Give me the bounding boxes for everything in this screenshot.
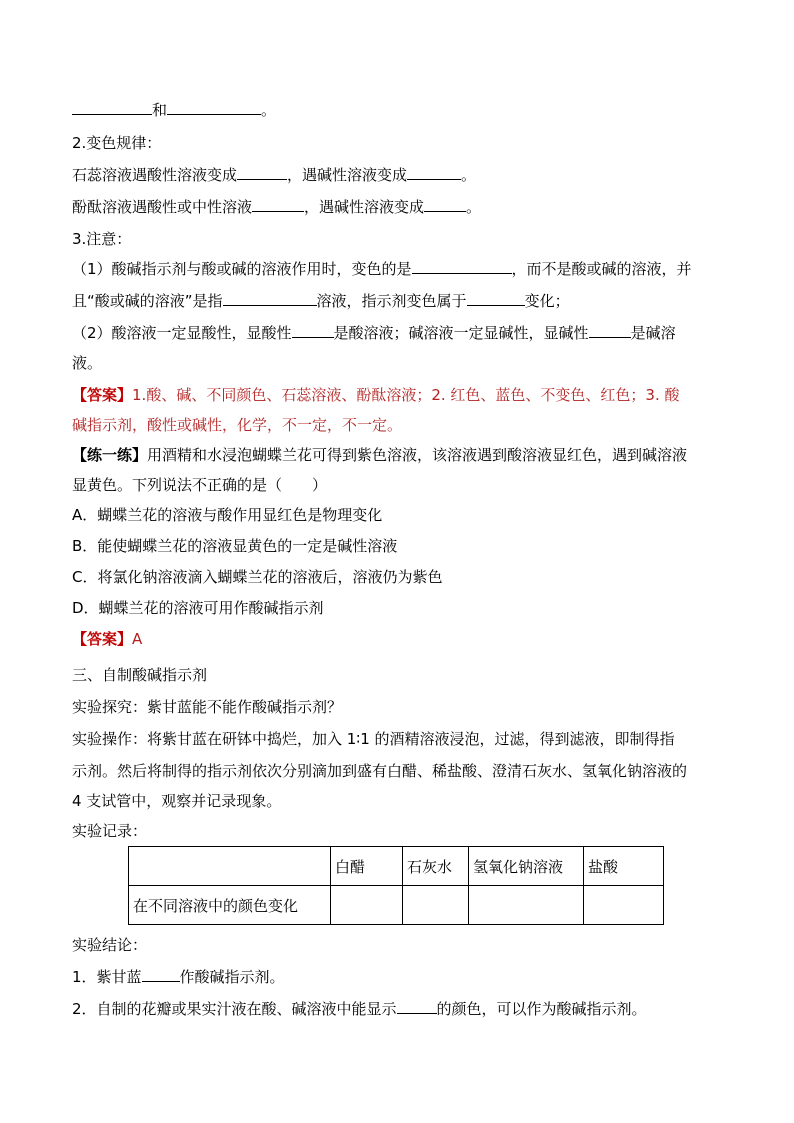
text: 2．自制的花瓣或果实汁液在酸、碱溶液中能显示 <box>72 1000 397 1018</box>
text: 是酸溶液；碱溶液一定显碱性，显碱性 <box>333 324 589 342</box>
table-row-label: 在不同溶液中的颜色变化 <box>129 886 331 925</box>
record-label: 实验记录： <box>72 822 148 840</box>
note1-line2 <box>72 290 570 312</box>
fill-blank[interactable] <box>167 99 261 115</box>
fill-blank[interactable] <box>237 164 287 180</box>
answer2 <box>72 628 142 650</box>
practice-label: 【练一练】 <box>72 446 148 464</box>
conclusion-2 <box>72 998 647 1020</box>
option-b: B．能使蝴蝶兰花的溶液显黄色的一定是碱性溶液 <box>72 537 398 555</box>
option-c: C．将氯化钠溶液滴入蝴蝶兰花的溶液后，溶液仍为紫色 <box>72 568 443 586</box>
text: 变化； <box>524 292 570 310</box>
answer-label: 【答案】 <box>72 630 133 648</box>
answer1-line1 <box>72 384 680 406</box>
table-cell[interactable] <box>403 886 469 925</box>
text: 。 <box>461 166 477 184</box>
text: （2）酸溶液一定显酸性，显酸性 <box>72 324 292 342</box>
text: 1．紫甘蓝 <box>72 968 142 986</box>
table-header-limewater: 石灰水 <box>403 847 469 886</box>
note2-line2: 液。 <box>72 354 103 372</box>
text: 溶液，指示剂变色属于 <box>316 292 467 310</box>
inquiry-line: 实验探究：紫甘蓝能不能作酸碱指示剂？ <box>72 698 343 716</box>
conclusion-1 <box>72 966 285 988</box>
text: （1）酸碱指示剂与酸或碱的溶液作用时，变色的是 <box>72 260 412 278</box>
answer1-line2: 碱指示剂，酸性或碱性，化学，不一定，不一定。 <box>72 416 403 434</box>
fill-blank[interactable] <box>397 998 437 1014</box>
rule-title: 2.变色规律： <box>72 134 162 152</box>
text: 和 <box>152 101 168 119</box>
table-cell[interactable] <box>469 886 584 925</box>
text: 作酸碱指示剂。 <box>179 968 285 986</box>
text: ，遇碱性溶液变成 <box>287 166 408 184</box>
operation-line3: 4 支试管中，观察并记录现象。 <box>72 792 282 810</box>
fill-blank[interactable] <box>467 290 525 306</box>
conclusion-label: 实验结论： <box>72 936 148 954</box>
text: 。 <box>466 198 482 216</box>
fill-blank[interactable] <box>407 164 461 180</box>
text: ，而不是酸或碱的溶液，并 <box>511 260 692 278</box>
text: 是碱溶 <box>630 324 676 342</box>
fill-blank[interactable] <box>252 196 304 212</box>
section3-title: 三、自制酸碱指示剂 <box>72 666 208 684</box>
text: 的颜色，可以作为酸碱指示剂。 <box>436 1000 647 1018</box>
operation-line1: 实验操作：将紫甘蓝在研钵中捣烂，加入 1∶1 的酒精溶液浸泡，过滤，得到滤液，即制得指 <box>72 730 675 748</box>
blank-line-indicators <box>72 99 276 121</box>
option-d: D．蝴蝶兰花的溶液可用作酸碱指示剂 <box>72 599 324 617</box>
option-a: A．蝴蝶兰花的溶液与酸作用显红色是物理变化 <box>72 506 383 524</box>
table-cell[interactable] <box>331 886 403 925</box>
text: 。 <box>261 101 277 119</box>
phenolphthalein-rule <box>72 196 481 218</box>
text: ，遇碱性溶液变成 <box>304 198 425 216</box>
fill-blank[interactable] <box>72 99 152 115</box>
answer-label: 【答案】 <box>72 386 133 404</box>
text: 石蕊溶液遇酸性溶液变成 <box>72 166 238 184</box>
table-cell[interactable] <box>584 886 664 925</box>
table-header-row <box>129 847 664 886</box>
fill-blank[interactable] <box>424 196 466 212</box>
fill-blank[interactable] <box>589 322 631 338</box>
fill-blank[interactable] <box>223 290 317 306</box>
litmus-rule <box>72 164 476 186</box>
fill-blank[interactable] <box>292 322 334 338</box>
text: 用酒精和水浸泡蝴蝶兰花可得到紫色溶液，该溶液遇到酸溶液显红色，遇到碱溶液 <box>147 446 688 464</box>
note1-line1 <box>72 258 692 280</box>
note2-line1 <box>72 322 676 344</box>
fill-blank[interactable] <box>412 258 512 274</box>
answer-value: A <box>132 630 143 648</box>
table-header-hcl: 盐酸 <box>584 847 664 886</box>
table-row <box>129 886 664 925</box>
practice-line2: 显黄色。下列说法不正确的是（ ） <box>72 476 328 494</box>
operation-line2: 示剂。然后将制得的指示剂依次分别滴加到盛有白醋、稀盐酸、澄清石灰水、氢氧化钠溶液的 <box>72 762 688 780</box>
practice-line1 <box>72 444 687 466</box>
note-title: 3.注意： <box>72 230 132 248</box>
fill-blank[interactable] <box>142 966 180 982</box>
table-header-vinegar: 白醋 <box>331 847 403 886</box>
text: 酚酞溶液遇酸性或中性溶液 <box>72 198 253 216</box>
text: 且“酸或碱的溶液”是指 <box>72 292 223 310</box>
answer-text: 1.酸、碱、不同颜色、石蕊溶液、酚酞溶液；2. 红色、蓝色、不变色、红色；3. 酸 <box>132 386 680 404</box>
table-header-empty <box>129 847 331 886</box>
table-header-naoh: 氢氧化钠溶液 <box>469 847 584 886</box>
record-table <box>128 846 664 925</box>
